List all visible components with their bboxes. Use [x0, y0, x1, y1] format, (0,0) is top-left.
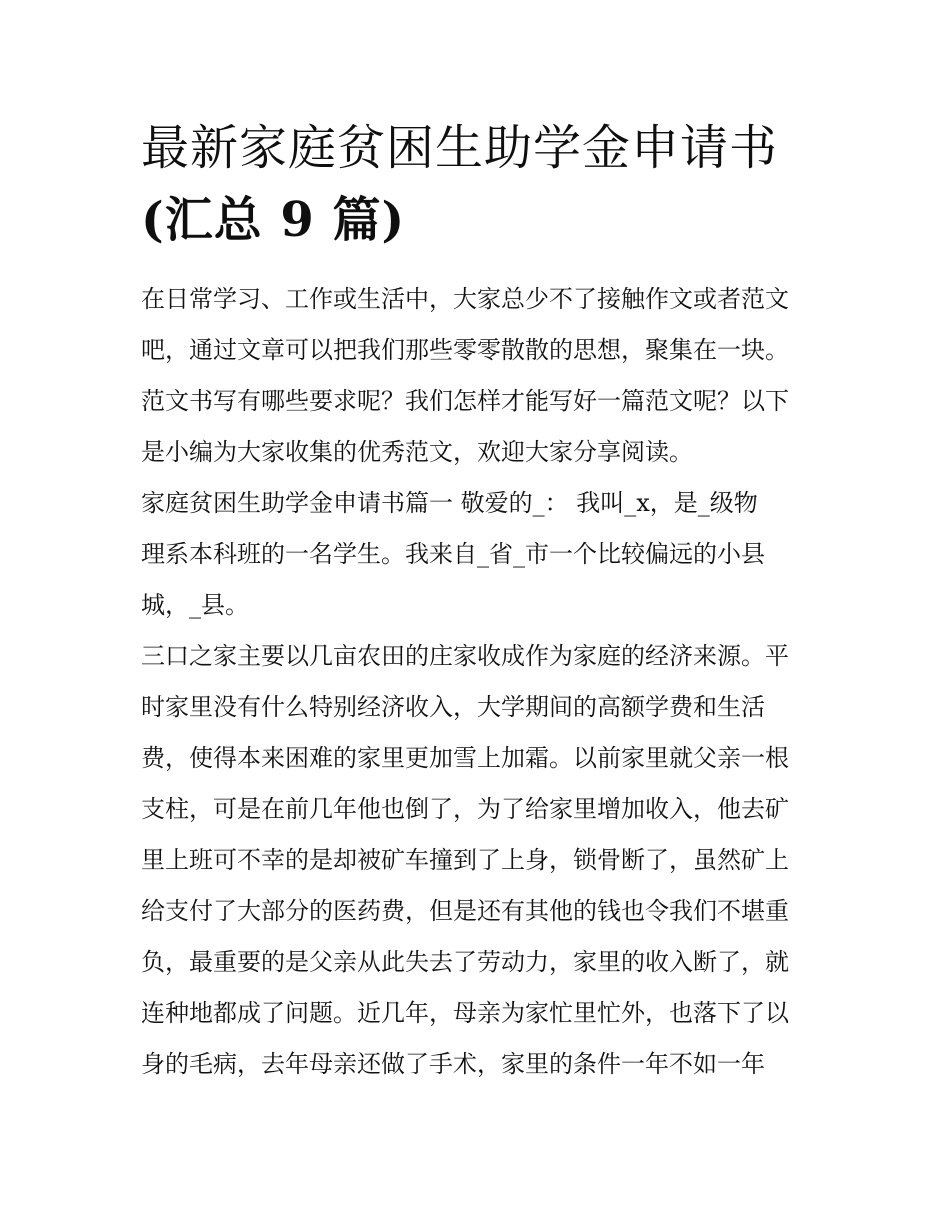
paragraph-letter-opening [141, 478, 813, 631]
text-line: 三口之家主要以几亩农田的庄家收成作为家庭的经济来源。平 [141, 642, 789, 670]
text-line: 支柱，可是在前几年他也倒了，为了给家里增加收入，他去矿 [141, 795, 789, 823]
text-line: 城，_县。 [141, 591, 249, 619]
document-body [141, 274, 813, 1090]
text-line: 范文书写有哪些要求呢？我们怎样才能写好一篇范文呢？以下 [141, 387, 789, 415]
paragraph-intro [141, 274, 813, 478]
document-content [141, 112, 813, 1090]
text-line: 时家里没有什么特别经济收入，大学期间的高额学费和生活 [141, 693, 765, 721]
document-title [141, 112, 813, 256]
text-line: 连种地都成了问题。近几年，母亲为家忙里忙外，也落下了以 [141, 999, 789, 1027]
title-line-1: 最新家庭贫困生助学金申请书 [141, 120, 779, 176]
text-line: 费，使得本来困难的家里更加雪上加霜。以前家里就父亲一根 [141, 744, 789, 772]
text-line: 在日常学习、工作或生活中，大家总少不了接触作文或者范文 [141, 285, 789, 313]
title-line-2: (汇总 9 篇) [141, 192, 406, 248]
text-line: 吧，通过文章可以把我们那些零零散散的思想，聚集在一块。 [141, 336, 789, 364]
text-line: 是小编为大家收集的优秀范文，欢迎大家分享阅读。 [141, 438, 693, 466]
text-line: 家庭贫困生助学金申请书篇一 敬爱的_： 我叫_x，是_级物 [141, 489, 758, 517]
text-line: 身的毛病，去年母亲还做了手术，家里的条件一年不如一年 [141, 1050, 765, 1078]
text-line: 理系本科班的一名学生。我来自_省_市一个比较偏远的小县 [141, 540, 765, 568]
paragraph-family-situation [141, 631, 813, 1090]
text-line: 给支付了大部分的医药费，但是还有其他的钱也令我们不堪重 [141, 897, 789, 925]
text-line: 里上班可不幸的是却被矿车撞到了上身，锁骨断了，虽然矿上 [141, 846, 789, 874]
text-line: 负，最重要的是父亲从此失去了劳动力，家里的收入断了，就 [141, 948, 789, 976]
